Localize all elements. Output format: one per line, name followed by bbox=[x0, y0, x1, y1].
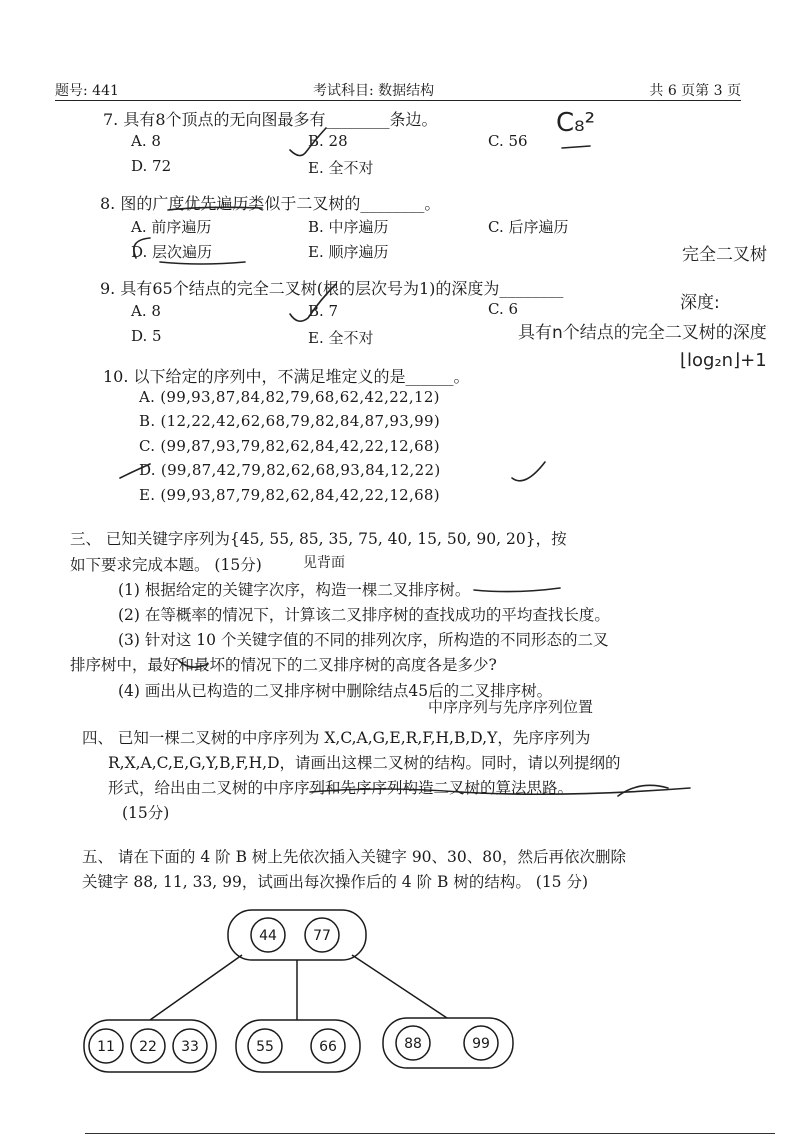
btree-middle-label-1: 55 bbox=[256, 1039, 274, 1055]
exam-subject: 考试科目: 数据结构 bbox=[313, 83, 435, 99]
section-5-line-2: 关键字 88, 11, 33, 99，试画出每次操作后的 4 阶 B 树的结构。 (15 分) bbox=[82, 873, 589, 891]
q9-option-a: A. 8 bbox=[131, 302, 161, 320]
q7-handwritten-note: C₈² bbox=[556, 108, 595, 138]
q9-handwritten-note-1: 完全二叉树 bbox=[682, 245, 767, 265]
btree-left-label-2: 22 bbox=[139, 1039, 157, 1055]
btree-root-label-2: 77 bbox=[313, 928, 331, 944]
section-3-line-2: 如下要求完成本题。 (15分) bbox=[70, 556, 262, 574]
q7-option-d: D. 72 bbox=[131, 157, 172, 175]
question-9-stem: 9. 具有65个结点的完全二叉树(根的层次号为1)的深度为________ bbox=[100, 279, 564, 298]
btree-right-label-2: 99 bbox=[472, 1036, 490, 1052]
bottom-rule bbox=[85, 1133, 775, 1134]
q9-option-c: C. 6 bbox=[488, 300, 519, 318]
section-4-line-4: (15分) bbox=[122, 804, 170, 822]
q10-option-b: B. (12,22,42,62,68,79,82,84,87,93,99) bbox=[139, 412, 440, 430]
section-5-line-1: 五、 请在下面的 4 阶 B 树上先依次插入关键字 90、30、80，然后再依次删除 bbox=[82, 848, 626, 866]
section-4-line-3: 形式，给出由二叉树的中序序列和先序序列构造二叉树的算法思路。 bbox=[108, 779, 574, 797]
q8-option-a: A. 前序遍历 bbox=[131, 218, 212, 236]
q9-option-b: B. 7 bbox=[308, 302, 339, 320]
q9-option-e: E. 全不对 bbox=[308, 329, 374, 347]
q7-option-a: A. 8 bbox=[131, 132, 161, 150]
section-3-item-1: (1) 根据给定的关键字次序，构造一棵二叉排序树。 bbox=[118, 581, 471, 599]
section-3-line-1: 三、 已知关键字序列为{45, 55, 85, 35, 75, 40, 15, 50, 90, 20}，按 bbox=[70, 530, 567, 548]
q7-option-c: C. 56 bbox=[488, 132, 528, 150]
q9-handwritten-note-4: ⌊log₂n⌋+1 bbox=[680, 350, 767, 371]
section-3-item-4-handwritten-note: 中序序列与先序序列位置 bbox=[428, 698, 594, 716]
section-3-item-2: (2) 在等概率的情况下，计算该二叉排序树的查找成功的平均查找长度。 bbox=[118, 606, 610, 624]
btree-left-label-3: 33 bbox=[181, 1039, 199, 1055]
question-7-stem: 7. 具有8个顶点的无向图最多有________条边。 bbox=[103, 110, 438, 129]
btree-edge-left bbox=[150, 955, 242, 1020]
q9-handwritten-note-3: 具有n个结点的完全二叉树的深度 bbox=[518, 323, 767, 343]
question-8-stem: 8. 图的广度优先遍历类似于二叉树的________。 bbox=[100, 194, 441, 213]
btree-left-label-1: 11 bbox=[97, 1039, 115, 1055]
q8-option-e: E. 顺序遍历 bbox=[308, 243, 389, 261]
q10-option-d: D. (99,87,42,79,82,62,68,93,84,12,22) bbox=[139, 461, 441, 479]
section-4-line-2: R,X,A,C,E,G,Y,B,F,H,D，请画出这棵二叉树的结构。同时，请以列提纲的 bbox=[108, 754, 621, 772]
question-number: 题号: 441 bbox=[55, 83, 119, 99]
section-3-item-3-cont: 排序树中，最好和最坏的情况下的二叉排序树的高度各是多少? bbox=[70, 656, 497, 674]
q8-option-d: D. 层次遍历 bbox=[131, 243, 213, 261]
q10-option-e: E. (99,93,87,79,82,62,84,42,22,12,68) bbox=[139, 486, 440, 504]
btree-root-node bbox=[228, 910, 366, 960]
btree-right-node bbox=[383, 1018, 513, 1068]
q10-option-a: A. (99,93,87,84,82,79,68,62,42,22,12) bbox=[139, 388, 440, 406]
q7-option-e: E. 全不对 bbox=[308, 159, 374, 177]
q8-option-c: C. 后序遍历 bbox=[488, 218, 569, 236]
q8-option-b: B. 中序遍历 bbox=[308, 218, 389, 236]
btree-root-label-1: 44 bbox=[259, 928, 277, 944]
btree-edge-right bbox=[352, 955, 447, 1018]
btree-middle-label-2: 66 bbox=[319, 1039, 337, 1055]
section-3-item-4: (4) 画出从已构造的二叉排序树中删除结点45后的二叉排序树。 bbox=[118, 682, 553, 700]
section-3-item-3: (3) 针对这 10 个关键字值的不同的排列次序，所构造的不同形态的二叉 bbox=[118, 631, 609, 649]
section-4-line-1: 四、 已知一棵二叉树的中序序列为 X,C,A,G,E,R,F,H,B,D,Y，先序序列为 bbox=[82, 729, 591, 747]
q9-option-d: D. 5 bbox=[131, 327, 162, 345]
q10-option-c: C. (99,87,93,79,82,62,84,42,22,12,68) bbox=[139, 437, 440, 455]
q9-handwritten-note-2: 深度: bbox=[680, 293, 720, 313]
btree-middle-node bbox=[236, 1020, 360, 1072]
q7-option-b: B. 28 bbox=[308, 132, 348, 150]
question-10-stem: 10. 以下给定的序列中，不满足堆定义的是______。 bbox=[103, 367, 470, 386]
section-3-handwritten-note: 见背面 bbox=[303, 555, 345, 571]
btree-right-label-1: 88 bbox=[404, 1036, 422, 1052]
page-count: 共 6 页第 3 页 bbox=[649, 83, 741, 99]
